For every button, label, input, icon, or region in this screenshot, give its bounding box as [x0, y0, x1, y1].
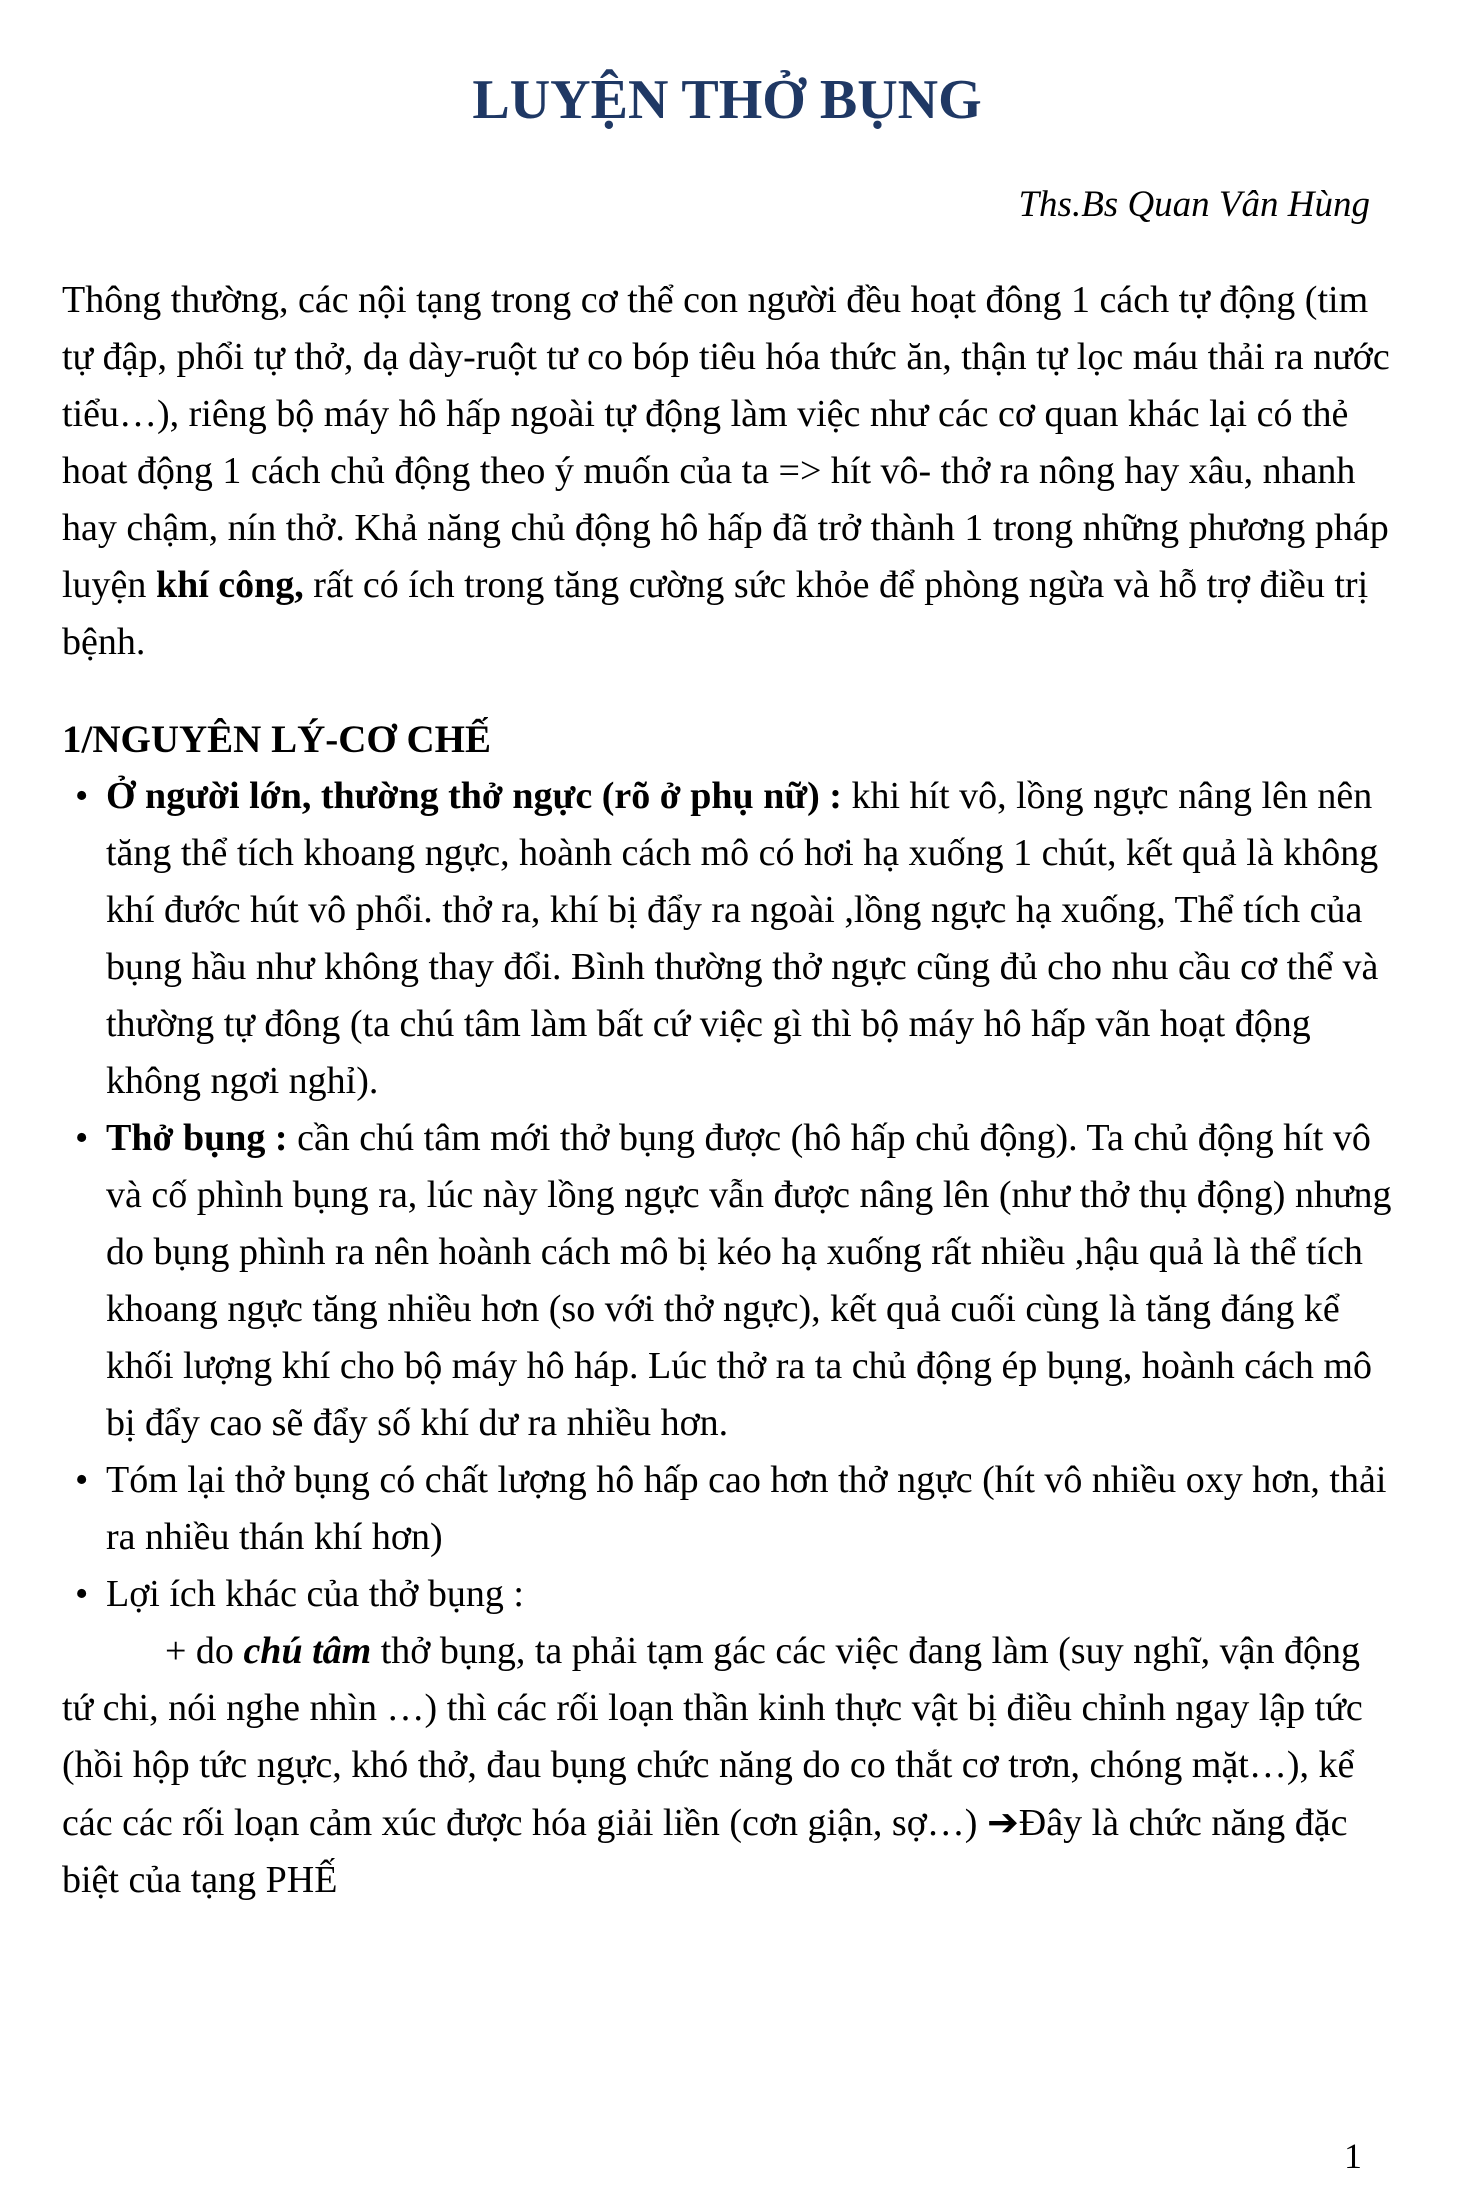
- bullet1-text: khi hít vô, lồng ngực nâng lên nên tăng thể tích khoang ngực, hoành cách mô có hơi hạ xuống 1 chút, kết quả là không khí đước hút vô phổi. thở ra, khí bị đẩy ra ngoài ,lồng ngực hạ xuống, Thể tích của bụng hầu như không thay đổi. Bình thường thở ngực cũng đủ cho nhu cầu cơ thể và thường tự đông (ta chú tâm làm bất cứ việc gì thì bộ máy hô hấp vãn hoạt động không ngơi nghỉ).: [106, 775, 1379, 1102]
- bullet2-lead-bold: Thở bụng :: [106, 1117, 298, 1159]
- bullet2-text: cần chú tâm mới thở bụng được (hô hấp chủ động). Ta chủ động hít vô và cố phình bụng ra, lúc này lồng ngực vẫn được nâng lên (như thở thụ động) nhưng do bụng phình ra nên hoành cách mô bị kéo hạ xuống rất nhiều ,hậu quả là thể tích khoang ngực tăng nhiều hơn (so với thở ngực), kết quả cuối cùng là tăng đáng kể khối lượng khí cho bộ máy hô háp. Lúc thở ra ta chủ động ép bụng, hoành cách mô bị đẩy cao sẽ đẩy số khí dư ra nhiều hơn.: [106, 1117, 1392, 1444]
- page-number: 1: [1344, 2136, 1362, 2176]
- plus-text-before: + do: [165, 1630, 244, 1672]
- plus-text-after: thở bụng, ta phải tạm gác các việc đang làm (suy nghĩ, vận động tứ chi, nói nghe nhìn …) thì các rối loạn thần kinh thực vật bị điều chỉnh ngay lập tức (hồi hộp tức ngực, khó thở, đau bụng chức năng do co thắt cơ trơn, chóng mặt…), kể các các rối loạn cảm xúc được hóa giải liền (cơn giận, sợ…): [62, 1630, 1363, 1844]
- arrow-right-icon: ➔: [986, 1800, 1019, 1844]
- plus-emph-chu-tam: [243, 1630, 371, 1672]
- bullet1-lead-bold: Ở người lớn, thường thở ngực (rõ ở phụ nữ) :: [106, 775, 852, 817]
- plus-emph-italic: chú tâm: [243, 1630, 372, 1672]
- plus-text-after-arrow: Đây là chức năng đặc biệt của tạng PHẾ: [62, 1802, 1348, 1901]
- intro-bold-khi-cong: khí công,: [155, 564, 304, 606]
- bullet4-text: Lợi ích khác của thở bụng :: [106, 1573, 524, 1615]
- author-byline: Ths.Bs Quan Vân Hùng: [1018, 184, 1370, 225]
- intro-text-after: rất có ích trong tăng cường sức khỏe để phòng ngừa và hỗ trợ điều trị bệnh.: [62, 564, 1369, 663]
- bullet-item-tom-lai: [62, 1452, 1392, 1566]
- bullet-item-tho-nguc: [62, 768, 1392, 1110]
- bullet3-text: Tóm lại thở bụng có chất lượng hô hấp cao hơn thở ngực (hít vô nhiều oxy hơn, thải ra nhiều thán khí hơn): [106, 1459, 1387, 1558]
- bullet-item-loi-ich: [62, 1566, 1392, 1623]
- page-title: LUYỆN THỞ BỤNG: [472, 69, 982, 131]
- intro-text-before: Thông thường, các nội tạng trong cơ thể con người đều hoạt đông 1 cách tự động (tim tự đập, phổi tự thở, dạ dày-ruột tư co bóp tiêu hóa thức ăn, thận tự lọc máu thải ra nước tiểu…), riêng bộ máy hô hấp ngoài tự động làm việc như các cơ quan khác lại có thẻ hoat động 1 cách chủ động theo ý muốn của ta => hít vô- thở ra nông hay xâu, nhanh hay chậm, nín thở. Khả năng chủ động hô hấp đã trở thành 1 trong những phương pháp luyện: [62, 279, 1390, 606]
- bullet-item-tho-bung: [62, 1110, 1392, 1452]
- section-heading-nguyen-ly-co-che: 1/NGUYÊN LÝ-CƠ CHẾ: [62, 718, 492, 761]
- principles-bullet-list: [62, 768, 1392, 1623]
- intro-paragraph: [62, 272, 1392, 671]
- plus-paragraph: [62, 1623, 1392, 1909]
